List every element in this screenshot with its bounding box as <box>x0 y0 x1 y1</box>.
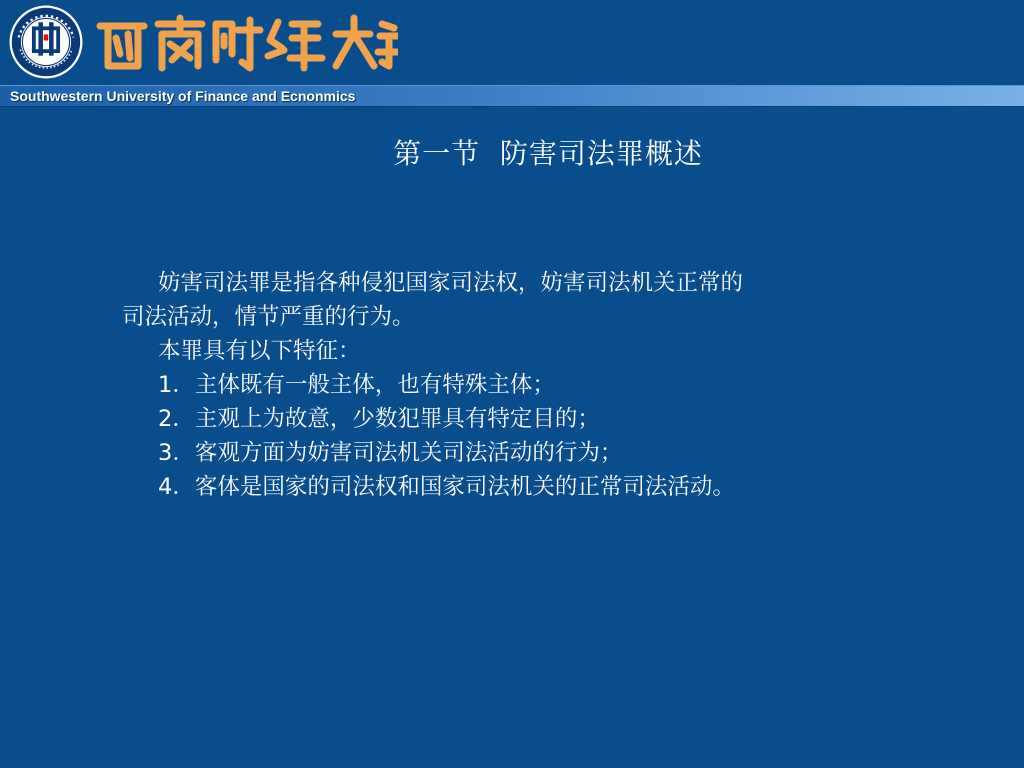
definition-line-2: 司法活动，情节严重的行为。 <box>122 304 415 330</box>
features-intro: 本罪具有以下特征： <box>158 338 361 364</box>
university-banner <box>0 85 1024 107</box>
feature-item-2: 2．主观上为故意，少数犯罪具有特定目的； <box>158 406 600 432</box>
university-english-name: Southwestern University of Finance and Ecnonmics <box>10 88 356 104</box>
university-seal-icon <box>8 4 84 80</box>
slide-body <box>122 266 912 504</box>
feature-item-1: 1．主体既有一般主体，也有特殊主体； <box>158 372 555 398</box>
feature-item-3: 3．客观方面为妨害司法机关司法活动的行为； <box>158 440 623 466</box>
slide-title: 第一节 防害司法罪概述 <box>393 137 703 170</box>
slide-header <box>0 0 1024 84</box>
university-name-calligraphy <box>92 14 398 74</box>
definition-line-1: 妨害司法罪是指各种侵犯国家司法权，妨害司法机关正常的 <box>158 270 744 296</box>
feature-item-4: 4．客体是国家的司法权和国家司法机关的正常司法活动。 <box>158 474 735 500</box>
